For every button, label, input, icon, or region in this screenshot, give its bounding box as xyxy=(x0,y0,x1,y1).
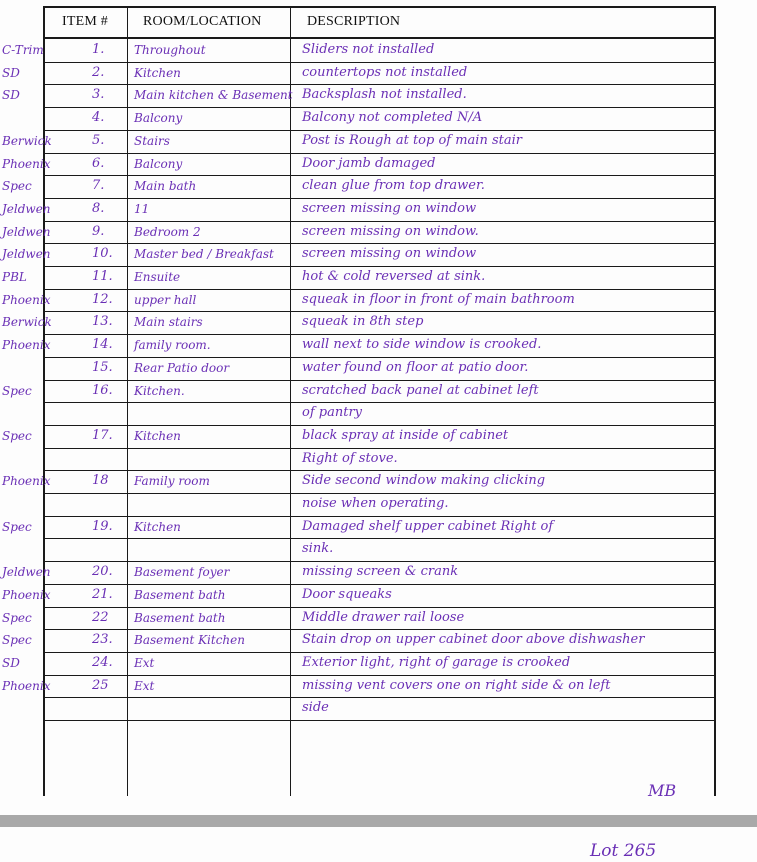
column-divider-room xyxy=(290,6,291,796)
row-room: Kitchen xyxy=(134,428,181,443)
row-room: Stairs xyxy=(134,133,170,148)
row-item-number: 5. xyxy=(92,132,105,148)
row-assignee: Phoenix xyxy=(2,156,51,171)
row-rule xyxy=(45,266,714,267)
row-item-number: 18 xyxy=(92,473,109,489)
row-room: family room. xyxy=(134,338,211,353)
row-assignee: Spec xyxy=(2,383,32,398)
row-room: Kitchen xyxy=(134,519,181,534)
row-description: Right of stove. xyxy=(302,450,398,466)
row-item-number: 19. xyxy=(92,518,113,534)
row-assignee: Spec xyxy=(2,179,32,194)
row-assignee: SD xyxy=(2,88,20,103)
row-description: countertops not installed xyxy=(302,64,468,80)
row-item-number: 22 xyxy=(92,609,109,625)
row-item-number: 16. xyxy=(92,382,113,398)
row-room: upper hall xyxy=(134,292,197,307)
row-rule xyxy=(45,175,714,176)
row-room: Basement foyer xyxy=(134,565,230,580)
row-description: screen missing on window. xyxy=(302,223,479,239)
row-assignee: Phoenix xyxy=(2,587,51,602)
row-rule xyxy=(45,675,714,676)
row-room: Main kitchen & Basement xyxy=(134,88,293,103)
row-room: Rear Patio door xyxy=(134,360,230,375)
row-item-number: 21. xyxy=(92,586,113,602)
row-rule xyxy=(45,311,714,312)
row-description: wall next to side window is crooked. xyxy=(302,337,542,353)
row-description: Backsplash not installed. xyxy=(302,87,467,103)
row-room: Kitchen xyxy=(134,65,181,80)
row-rule xyxy=(45,243,714,244)
row-rule xyxy=(45,380,714,381)
row-assignee: C-Trim xyxy=(2,43,44,57)
row-rule xyxy=(45,493,714,494)
row-item-number: 1. xyxy=(92,42,105,57)
row-item-number: 15. xyxy=(92,359,113,375)
row-description: sink. xyxy=(302,541,334,557)
row-description: missing vent covers one on right side & on left xyxy=(302,677,611,693)
row-item-number: 9. xyxy=(92,223,105,239)
row-assignee: Jeldwen xyxy=(2,565,51,580)
inspector-initials: MB xyxy=(648,781,677,800)
row-item-number: 24. xyxy=(92,654,113,670)
row-rule xyxy=(45,198,714,199)
row-item-number: 11. xyxy=(92,269,113,284)
row-description: screen missing on window xyxy=(302,200,477,216)
row-description: noise when operating. xyxy=(302,496,449,511)
row-description: of pantry xyxy=(302,405,362,421)
row-assignee: PBL xyxy=(2,270,27,284)
row-item-number: 25 xyxy=(92,677,109,693)
row-room: Basement bath xyxy=(134,610,226,625)
row-room: Bedroom 2 xyxy=(134,224,201,239)
row-room: Main stairs xyxy=(134,315,203,330)
row-description: clean glue from top drawer. xyxy=(302,178,485,194)
row-assignee: Phoenix xyxy=(2,678,51,693)
row-assignee: Spec xyxy=(2,428,32,443)
row-item-number: 6. xyxy=(92,155,105,171)
row-room: Kitchen. xyxy=(134,383,185,398)
row-item-number: 4. xyxy=(92,110,105,126)
row-rule xyxy=(45,221,714,222)
row-item-number: 3. xyxy=(92,87,105,103)
row-description: Side second window making clicking xyxy=(302,473,546,489)
row-item-number: 20. xyxy=(92,564,113,580)
row-room: Basement Kitchen xyxy=(134,633,245,648)
row-assignee: Spec xyxy=(2,610,32,625)
row-assignee: Berwick xyxy=(2,133,52,148)
row-assignee: Berwick xyxy=(2,315,52,330)
row-item-number: 10. xyxy=(92,246,113,262)
lot-label: Lot 265 xyxy=(590,841,657,861)
row-rule xyxy=(45,607,714,608)
row-rule xyxy=(45,470,714,471)
row-rule xyxy=(45,697,714,698)
row-description: squeak in floor in front of main bathroom xyxy=(302,291,575,307)
row-rule xyxy=(45,584,714,585)
row-description: Door squeaks xyxy=(302,586,392,602)
row-rule xyxy=(45,334,714,335)
row-rule xyxy=(45,652,714,653)
row-item-number: 14. xyxy=(92,337,113,353)
row-description: missing screen & crank xyxy=(302,564,459,580)
row-item-number: 17. xyxy=(92,427,113,443)
row-assignee: Jeldwen xyxy=(2,247,51,262)
row-rule xyxy=(45,62,714,63)
row-room: Ensuite xyxy=(134,270,181,284)
row-description: Exterior light, right of garage is crooked xyxy=(302,654,571,670)
row-item-number: 8. xyxy=(92,200,105,216)
row-rule xyxy=(45,357,714,358)
row-description: black spray at inside of cabinet xyxy=(302,427,509,443)
table-right-border xyxy=(714,6,716,796)
row-rule xyxy=(45,84,714,85)
row-description: side xyxy=(302,700,329,716)
row-room: Ext xyxy=(134,678,155,693)
row-description: Stain drop on upper cabinet door above dishwasher xyxy=(302,632,645,648)
row-description: Middle drawer rail loose xyxy=(302,609,465,625)
header-description: DESCRIPTION xyxy=(307,14,401,29)
row-item-number: 7. xyxy=(92,178,105,194)
header-bottom-border xyxy=(43,37,715,39)
row-room: Main bath xyxy=(134,179,197,194)
row-description: hot & cold reversed at sink. xyxy=(302,269,486,284)
scan-band xyxy=(0,815,757,827)
row-rule xyxy=(45,448,714,449)
row-room: Master bed / Breakfast xyxy=(134,247,274,262)
row-room: 11 xyxy=(134,201,150,216)
row-room: Throughout xyxy=(134,43,206,57)
row-description: water found on floor at patio door. xyxy=(302,359,529,375)
row-item-number: 12. xyxy=(92,291,113,307)
column-divider-item xyxy=(127,6,128,796)
header-item: ITEM # xyxy=(62,14,108,29)
row-item-number: 2. xyxy=(92,64,105,80)
row-rule xyxy=(45,402,714,403)
row-assignee: Phoenix xyxy=(2,338,51,353)
row-item-number: 23. xyxy=(92,632,113,648)
row-room: Family room xyxy=(134,474,210,489)
row-assignee: Spec xyxy=(2,519,32,534)
row-item-number: 13. xyxy=(92,314,113,330)
row-room: Balcony xyxy=(134,111,183,126)
row-assignee: Phoenix xyxy=(2,474,51,489)
row-rule xyxy=(45,720,714,721)
row-assignee: SD xyxy=(2,65,20,80)
row-rule xyxy=(45,629,714,630)
row-room: Basement bath xyxy=(134,587,226,602)
row-rule xyxy=(45,153,714,154)
row-rule xyxy=(45,425,714,426)
row-description: Damaged shelf upper cabinet Right of xyxy=(302,518,554,534)
row-rule xyxy=(45,107,714,108)
row-description: screen missing on window xyxy=(302,246,477,262)
row-description: Post is Rough at top of main stair xyxy=(302,132,522,148)
row-rule xyxy=(45,561,714,562)
row-description: squeak in 8th step xyxy=(302,314,424,330)
header-room: ROOM/LOCATION xyxy=(143,14,262,29)
row-description: Door jamb damaged xyxy=(302,155,436,171)
row-assignee: SD xyxy=(2,655,20,670)
row-room: Ext xyxy=(134,655,155,670)
row-room: Balcony xyxy=(134,156,183,171)
row-description: Balcony not completed N/A xyxy=(302,110,483,126)
row-rule xyxy=(45,516,714,517)
row-rule xyxy=(45,130,714,131)
row-description: scratched back panel at cabinet left xyxy=(302,382,539,398)
row-assignee: Jeldwen xyxy=(2,201,51,216)
row-assignee: Spec xyxy=(2,633,32,648)
row-rule xyxy=(45,289,714,290)
row-rule xyxy=(45,538,714,539)
row-assignee: Phoenix xyxy=(2,292,51,307)
row-assignee: Jeldwen xyxy=(2,224,51,239)
row-description: Sliders not installed xyxy=(302,42,435,57)
